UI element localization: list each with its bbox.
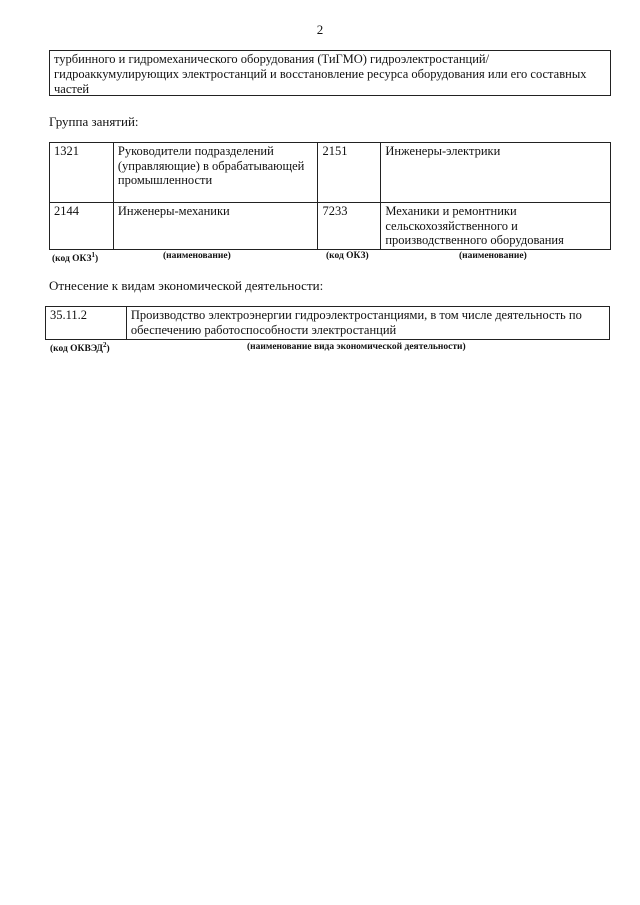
activity-name-caption: (наименование вида экономической деятельности) (247, 342, 466, 352)
function-continuation-box: турбинного и гидромеханического оборудования (ТиГМО) гидроэлектростанций/ гидроаккумулирующих электростанций и восстановление ресурса оборудования или его составных частей (49, 50, 611, 96)
okz-code-cell: 1321 (50, 143, 114, 203)
okz-code-cell: 2151 (318, 143, 381, 203)
page-number: 2 (316, 22, 324, 37)
activity-heading: Отнесение к видам экономической деятельности: (49, 278, 324, 293)
occupation-group-table (49, 142, 611, 250)
occupation-name-cell: Руководители подразделений (управляющие) в обрабатывающей промышленности (113, 143, 318, 203)
okz-code-cell: 2144 (50, 203, 114, 250)
activity-table (45, 306, 610, 340)
table-row (50, 203, 611, 250)
table-row (46, 307, 610, 340)
okz-code-caption-2: (код ОКЗ) (326, 251, 369, 261)
occupation-group-heading: Группа занятий: (49, 114, 139, 129)
activity-name-cell: Производство электроэнергии гидроэлектростанциями, в том числе деятельность по обеспечению работоспособности электростанций (126, 307, 609, 340)
occupation-name-caption-2: (наименование) (459, 251, 527, 261)
occupation-name-cell: Инженеры-электрики (381, 143, 611, 203)
occupation-name-cell: Механики и ремонтники сельскохозяйственного и производственного оборудования (381, 203, 611, 250)
occupation-name-cell: Инженеры-механики (113, 203, 318, 250)
okz-code-cell: 7233 (318, 203, 381, 250)
occupation-name-caption: (наименование) (163, 251, 231, 261)
okz-code-caption: (код ОКЗ$^1$) (52, 251, 99, 265)
okved-code-caption: (код ОКВЭД$^2$) (50, 341, 110, 355)
table-row (50, 143, 611, 203)
okved-code-cell: 35.11.2 (46, 307, 127, 340)
